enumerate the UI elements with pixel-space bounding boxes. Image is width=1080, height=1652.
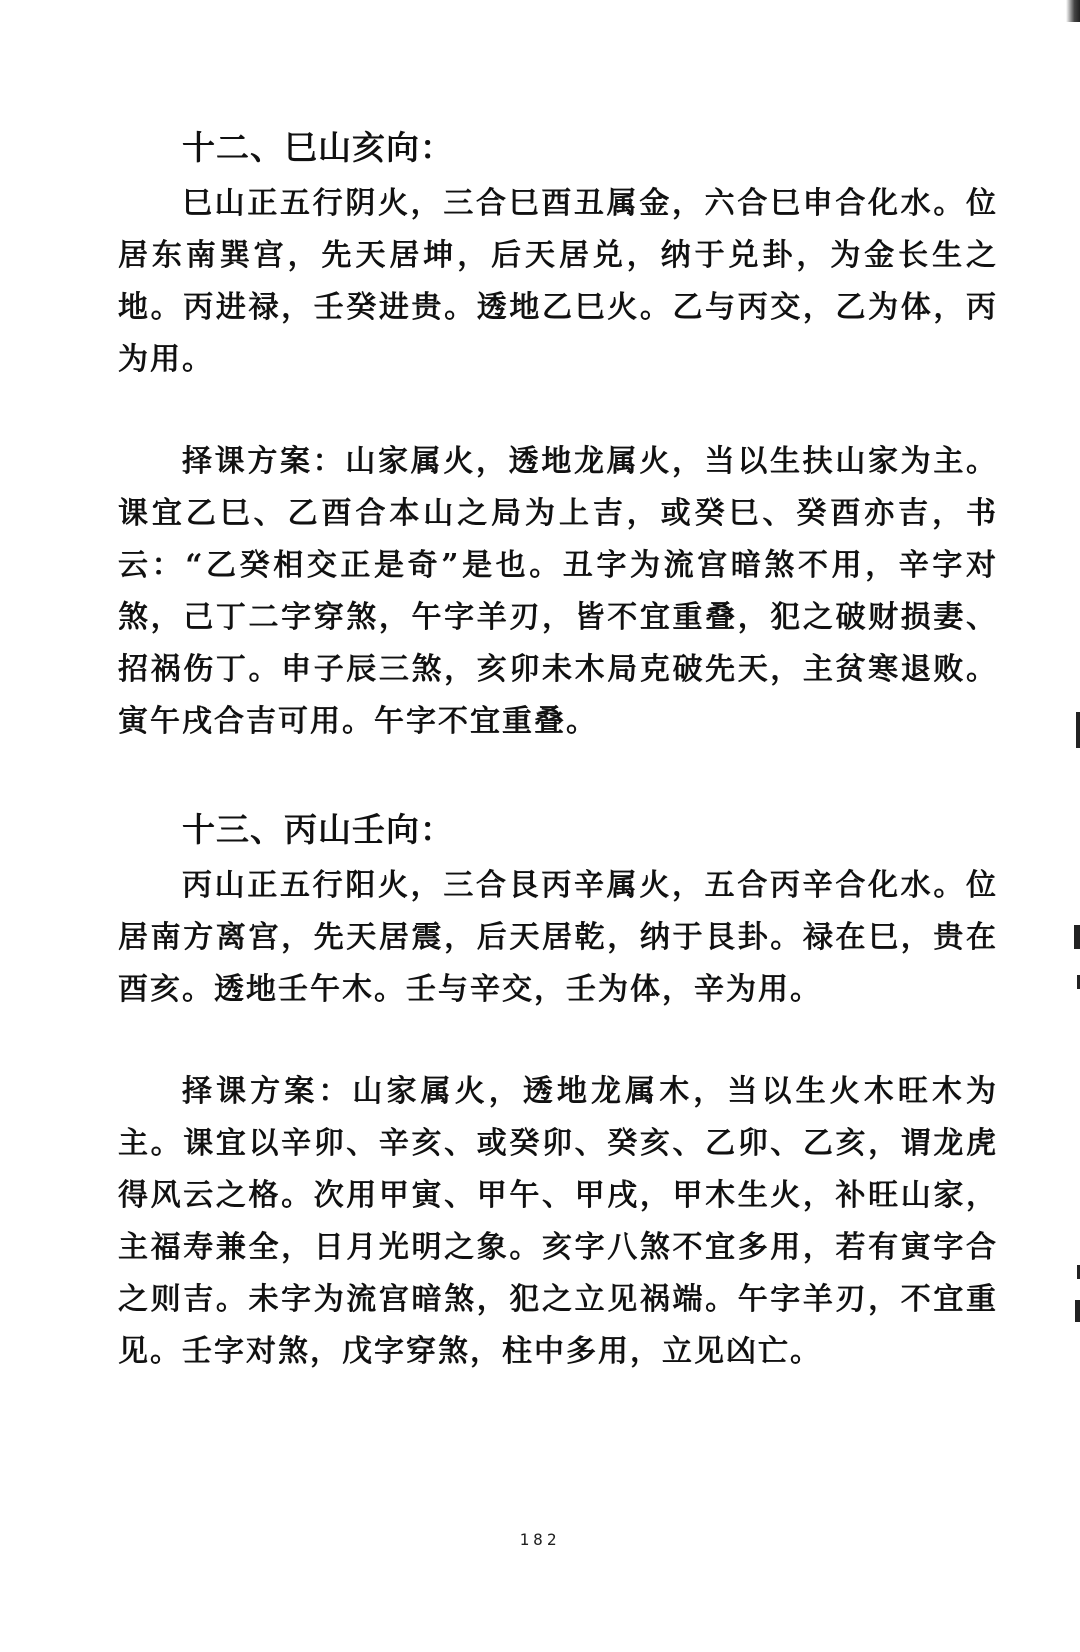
body-paragraph: 巳山正五行阴火，三合巳酉丑属金，六合巳申合化水。位居东南巽宫，先天居坤，后天居兑，纳于兑卦，为金长生之地。丙进禄，壬癸进贵。透地乙巳火。乙与丙交，乙为体，丙为用。 — [118, 186, 998, 377]
scan-edge-mark — [1075, 1300, 1080, 1322]
body-paragraph: 择课方案：山家属火，透地龙属火，当以生扶山家为主。课宜乙巳、乙酉合本山之局为上吉，或癸巳、癸酉亦吉，书云：“乙癸相交正是奇”是也。丑字为流宫暗煞不用，辛字对煞，己丁二字穿煞，午字羊刃，皆不宜重叠，犯之破财损妻、招祸伤丁。申子辰三煞，亥卯未木局克破先天，主贫寒退败。寅午戌合吉可用。午字不宜重叠。 — [118, 444, 998, 739]
body-paragraph: 丙山正五行阳火，三合艮丙辛属火，五合丙辛合化水。位居南方离宫，先天居震，后天居乾，纳于艮卦。禄在巳，贵在酉亥。透地壬午木。壬与辛交，壬为体，辛为用。 — [118, 868, 998, 1007]
scan-edge-mark — [1074, 925, 1080, 949]
scan-edge-mark — [1066, 0, 1080, 22]
body-paragraph: 择课方案：山家属火，透地龙属木，当以生火木旺木为主。课宜以辛卯、辛亥、或癸卯、癸亥、乙卯、乙亥，谓龙虎得风云之格。次用甲寅、甲午、甲戌，甲木生火，补旺山家，主福寿兼全，日月光明之象。亥字八煞不宜多用，若有寅字合之则吉。未字为流宫暗煞，犯之立见祸端。午字羊刃，不宜重见。壬字对煞，戊字穿煞，柱中多用，立见凶亡。 — [118, 1074, 998, 1369]
section-bing-mountain — [118, 810, 998, 1378]
scan-edge-mark — [1076, 712, 1080, 748]
page-number: 182 — [519, 1530, 561, 1549]
section-si-mountain — [118, 128, 998, 748]
section-heading: 十二、巳山亥向： — [182, 128, 454, 167]
section-heading: 十三、丙山壬向： — [182, 810, 454, 849]
